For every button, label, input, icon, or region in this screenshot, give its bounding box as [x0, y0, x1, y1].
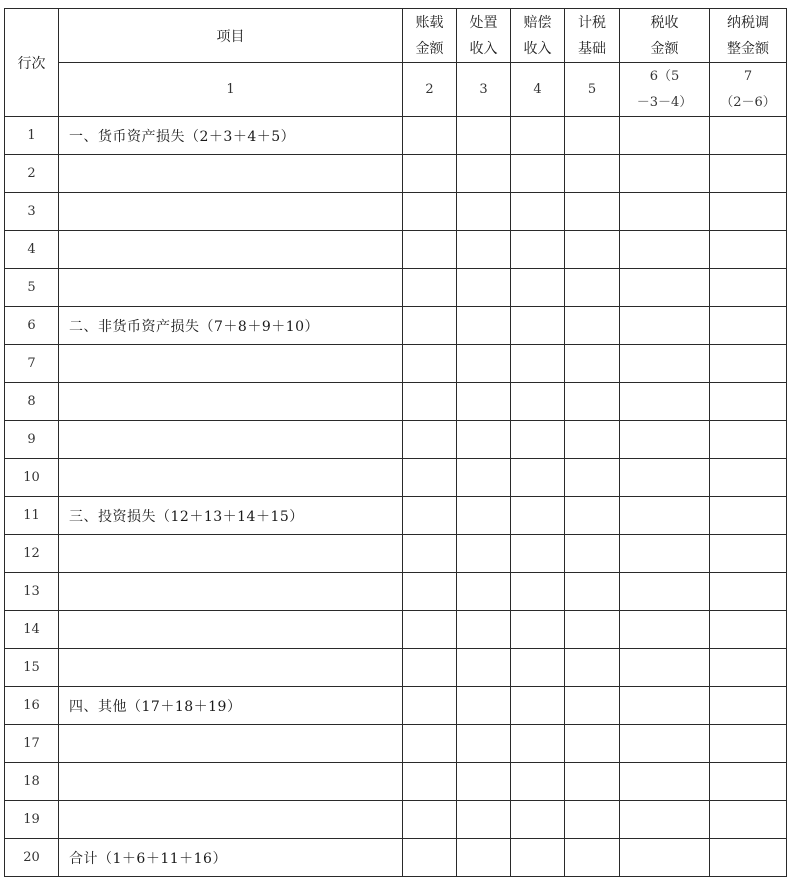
table-row — [5, 117, 787, 155]
col-number-formula — [620, 63, 710, 117]
tax-amount-cell[interactable] — [620, 307, 710, 345]
row-item-label — [59, 345, 403, 383]
col-number-formula — [710, 63, 787, 117]
table-row — [5, 611, 787, 649]
compensation-income-cell[interactable] — [511, 155, 565, 193]
compensation-income-cell[interactable] — [511, 535, 565, 573]
disposal-income-cell[interactable] — [457, 345, 511, 383]
col-book-amount-header — [403, 9, 457, 63]
row-item-label — [59, 649, 403, 687]
row-number: 2 — [5, 155, 59, 193]
col-disposal-income-header — [457, 9, 511, 63]
book-amount-cell[interactable] — [403, 269, 457, 307]
col-header-line: 整金额 — [727, 40, 769, 57]
col-header-line: 账载 — [415, 14, 444, 31]
row-number: 5 — [5, 269, 59, 307]
book-amount-cell[interactable] — [403, 231, 457, 269]
tax-adjustment-cell[interactable] — [710, 687, 787, 725]
disposal-income-cell[interactable] — [457, 193, 511, 231]
table-row — [5, 573, 787, 611]
compensation-income-cell[interactable] — [511, 573, 565, 611]
compensation-income-cell[interactable] — [511, 421, 565, 459]
table-body — [5, 117, 787, 877]
table-row — [5, 269, 787, 307]
tax-amount-cell[interactable] — [620, 193, 710, 231]
col-compensation-income-header — [511, 9, 565, 63]
compensation-income-cell[interactable] — [511, 269, 565, 307]
tax-adjustment-cell[interactable] — [710, 231, 787, 269]
disposal-income-cell[interactable] — [457, 231, 511, 269]
tax-basis-cell[interactable] — [565, 611, 620, 649]
header-row-numbers — [5, 63, 787, 117]
col-header-line: 金额 — [650, 40, 679, 57]
row-item-label — [59, 269, 403, 307]
disposal-income-cell[interactable] — [457, 801, 511, 839]
book-amount-cell[interactable] — [403, 801, 457, 839]
tax-adjustment-cell[interactable] — [710, 307, 787, 345]
table-row — [5, 649, 787, 687]
table-row — [5, 535, 787, 573]
col-number: 4 — [511, 63, 565, 117]
compensation-income-cell[interactable] — [511, 649, 565, 687]
table-row — [5, 383, 787, 421]
row-number: 18 — [5, 763, 59, 801]
tax-basis-cell[interactable] — [565, 269, 620, 307]
row-number: 20 — [5, 839, 59, 877]
col-header-line: 处置 — [469, 14, 498, 31]
row-item-label — [59, 459, 403, 497]
disposal-income-cell[interactable] — [457, 497, 511, 535]
formula-line: （2－6） — [720, 94, 776, 110]
tax-amount-cell[interactable] — [620, 231, 710, 269]
tax-basis-cell[interactable] — [565, 839, 620, 877]
book-amount-cell[interactable] — [403, 763, 457, 801]
row-item-label — [59, 383, 403, 421]
col-header-line: 计税 — [578, 14, 606, 31]
tax-adjustment-cell[interactable] — [710, 649, 787, 687]
book-amount-cell[interactable] — [403, 573, 457, 611]
disposal-income-cell[interactable] — [457, 383, 511, 421]
compensation-income-cell[interactable] — [511, 763, 565, 801]
row-number: 1 — [5, 117, 59, 155]
disposal-income-cell[interactable] — [457, 839, 511, 877]
book-amount-cell[interactable] — [403, 649, 457, 687]
compensation-income-cell[interactable] — [511, 117, 565, 155]
tax-basis-cell[interactable] — [565, 573, 620, 611]
disposal-income-cell[interactable] — [457, 155, 511, 193]
compensation-income-cell[interactable] — [511, 497, 565, 535]
col-number: 2 — [403, 63, 457, 117]
disposal-income-cell[interactable] — [457, 611, 511, 649]
tax-amount-cell[interactable] — [620, 155, 710, 193]
col-header-line: 金额 — [415, 40, 444, 57]
tax-adjustment-cell[interactable] — [710, 117, 787, 155]
row-item-label — [59, 573, 403, 611]
asset-loss-table — [4, 8, 787, 877]
tax-adjustment-cell[interactable] — [710, 459, 787, 497]
tax-basis-cell[interactable] — [565, 649, 620, 687]
book-amount-cell[interactable] — [403, 117, 457, 155]
disposal-income-cell[interactable] — [457, 725, 511, 763]
tax-basis-cell[interactable] — [565, 421, 620, 459]
tax-adjustment-cell[interactable] — [710, 535, 787, 573]
disposal-income-cell[interactable] — [457, 763, 511, 801]
row-item-label — [59, 535, 403, 573]
col-number: 3 — [457, 63, 511, 117]
table-row — [5, 345, 787, 383]
table-row — [5, 459, 787, 497]
tax-adjustment-cell[interactable] — [710, 573, 787, 611]
row-item-label: 合计（1＋6＋11＋16） — [59, 839, 403, 877]
formula-line: 6（5 — [649, 68, 680, 84]
tax-adjustment-cell[interactable] — [710, 725, 787, 763]
tax-adjustment-cell[interactable] — [710, 763, 787, 801]
tax-basis-cell[interactable] — [565, 497, 620, 535]
tax-basis-cell[interactable] — [565, 459, 620, 497]
tax-adjustment-cell[interactable] — [710, 421, 787, 459]
disposal-income-cell[interactable] — [457, 459, 511, 497]
col-header-line: 税收 — [650, 14, 679, 31]
book-amount-cell[interactable] — [403, 725, 457, 763]
book-amount-cell[interactable] — [403, 193, 457, 231]
book-amount-cell[interactable] — [403, 535, 457, 573]
formula-line: 7 — [743, 68, 753, 84]
tax-amount-cell[interactable] — [620, 801, 710, 839]
tax-amount-cell[interactable] — [620, 497, 710, 535]
row-number: 4 — [5, 231, 59, 269]
disposal-income-cell[interactable] — [457, 269, 511, 307]
book-amount-cell[interactable] — [403, 307, 457, 345]
disposal-income-cell[interactable] — [457, 307, 511, 345]
item-col-number: 1 — [59, 63, 403, 117]
table-row — [5, 801, 787, 839]
row-item-label — [59, 231, 403, 269]
tax-amount-cell[interactable] — [620, 117, 710, 155]
table-row — [5, 763, 787, 801]
col-header-line: 赔偿 — [523, 14, 552, 31]
tax-basis-cell[interactable] — [565, 801, 620, 839]
table-row — [5, 231, 787, 269]
book-amount-cell[interactable] — [403, 497, 457, 535]
header-row-titles — [5, 9, 787, 63]
row-number: 15 — [5, 649, 59, 687]
tax-basis-cell[interactable] — [565, 383, 620, 421]
disposal-income-cell[interactable] — [457, 649, 511, 687]
col-tax-amount-header — [620, 9, 710, 63]
tax-basis-cell[interactable] — [565, 345, 620, 383]
tax-adjustment-cell[interactable] — [710, 193, 787, 231]
row-number: 10 — [5, 459, 59, 497]
tax-amount-cell[interactable] — [620, 573, 710, 611]
tax-adjustment-cell[interactable] — [710, 155, 787, 193]
book-amount-cell[interactable] — [403, 459, 457, 497]
tax-basis-cell[interactable] — [565, 307, 620, 345]
compensation-income-cell[interactable] — [511, 193, 565, 231]
tax-basis-cell[interactable] — [565, 117, 620, 155]
tax-adjustment-cell[interactable] — [710, 801, 787, 839]
tax-amount-cell[interactable] — [620, 649, 710, 687]
book-amount-cell[interactable] — [403, 687, 457, 725]
tax-adjustment-cell[interactable] — [710, 345, 787, 383]
table-row — [5, 193, 787, 231]
row-number: 7 — [5, 345, 59, 383]
row-number: 3 — [5, 193, 59, 231]
tax-basis-cell[interactable] — [565, 155, 620, 193]
row-number: 6 — [5, 307, 59, 345]
col-header-line: 收入 — [469, 40, 498, 57]
tax-adjustment-cell[interactable] — [710, 611, 787, 649]
col-header-line: 纳税调 — [727, 14, 769, 31]
tax-basis-cell[interactable] — [565, 193, 620, 231]
disposal-income-cell[interactable] — [457, 687, 511, 725]
row-item-label — [59, 421, 403, 459]
formula-line: －3－4） — [636, 94, 693, 110]
table-row — [5, 421, 787, 459]
tax-adjustment-cell[interactable] — [710, 839, 787, 877]
row-item-label — [59, 611, 403, 649]
compensation-income-cell[interactable] — [511, 801, 565, 839]
col-tax-basis-header — [565, 9, 620, 63]
tax-adjustment-cell[interactable] — [710, 497, 787, 535]
tax-amount-cell[interactable] — [620, 725, 710, 763]
table-row — [5, 497, 787, 535]
tax-basis-cell[interactable] — [565, 725, 620, 763]
row-number: 9 — [5, 421, 59, 459]
compensation-income-cell[interactable] — [511, 383, 565, 421]
table-row — [5, 725, 787, 763]
compensation-income-cell[interactable] — [511, 307, 565, 345]
item-header: 项目 — [59, 9, 403, 63]
tax-basis-cell[interactable] — [565, 763, 620, 801]
disposal-income-cell[interactable] — [457, 117, 511, 155]
tax-adjustment-cell[interactable] — [710, 269, 787, 307]
row-item-label: 四、其他（17＋18＋19） — [59, 687, 403, 725]
tax-amount-cell[interactable] — [620, 535, 710, 573]
disposal-income-cell[interactable] — [457, 535, 511, 573]
compensation-income-cell[interactable] — [511, 839, 565, 877]
tax-amount-cell[interactable] — [620, 839, 710, 877]
row-number: 19 — [5, 801, 59, 839]
book-amount-cell[interactable] — [403, 155, 457, 193]
compensation-income-cell[interactable] — [511, 611, 565, 649]
col-header-line: 收入 — [523, 40, 552, 57]
book-amount-cell[interactable] — [403, 345, 457, 383]
table-row — [5, 307, 787, 345]
tax-basis-cell[interactable] — [565, 535, 620, 573]
row-number-header: 行次 — [5, 9, 59, 117]
compensation-income-cell[interactable] — [511, 459, 565, 497]
table-row — [5, 687, 787, 725]
tax-amount-cell[interactable] — [620, 421, 710, 459]
tax-amount-cell[interactable] — [620, 611, 710, 649]
col-header-line: 基础 — [578, 40, 606, 57]
row-item-label — [59, 725, 403, 763]
book-amount-cell[interactable] — [403, 421, 457, 459]
table-row — [5, 839, 787, 877]
book-amount-cell[interactable] — [403, 383, 457, 421]
disposal-income-cell[interactable] — [457, 421, 511, 459]
tax-basis-cell[interactable] — [565, 687, 620, 725]
tax-adjustment-cell[interactable] — [710, 383, 787, 421]
col-tax-adjustment-header — [710, 9, 787, 63]
row-item-label — [59, 193, 403, 231]
row-item-label: 三、投资损失（12＋13＋14＋15） — [59, 497, 403, 535]
tax-amount-cell[interactable] — [620, 345, 710, 383]
tax-amount-cell[interactable] — [620, 459, 710, 497]
row-number: 17 — [5, 725, 59, 763]
tax-amount-cell[interactable] — [620, 687, 710, 725]
row-number: 8 — [5, 383, 59, 421]
book-amount-cell[interactable] — [403, 839, 457, 877]
tax-amount-cell[interactable] — [620, 269, 710, 307]
row-item-label — [59, 801, 403, 839]
compensation-income-cell[interactable] — [511, 725, 565, 763]
compensation-income-cell[interactable] — [511, 231, 565, 269]
disposal-income-cell[interactable] — [457, 573, 511, 611]
tax-amount-cell[interactable] — [620, 763, 710, 801]
book-amount-cell[interactable] — [403, 611, 457, 649]
row-item-label: 一、货币资产损失（2＋3＋4＋5） — [59, 117, 403, 155]
row-item-label: 二、非货币资产损失（7＋8＋9＋10） — [59, 307, 403, 345]
tax-basis-cell[interactable] — [565, 231, 620, 269]
row-number: 16 — [5, 687, 59, 725]
row-item-label — [59, 155, 403, 193]
row-item-label — [59, 763, 403, 801]
table-row — [5, 155, 787, 193]
row-number: 12 — [5, 535, 59, 573]
row-number: 14 — [5, 611, 59, 649]
tax-amount-cell[interactable] — [620, 383, 710, 421]
col-number: 5 — [565, 63, 620, 117]
compensation-income-cell[interactable] — [511, 687, 565, 725]
row-number: 11 — [5, 497, 59, 535]
row-number: 13 — [5, 573, 59, 611]
compensation-income-cell[interactable] — [511, 345, 565, 383]
